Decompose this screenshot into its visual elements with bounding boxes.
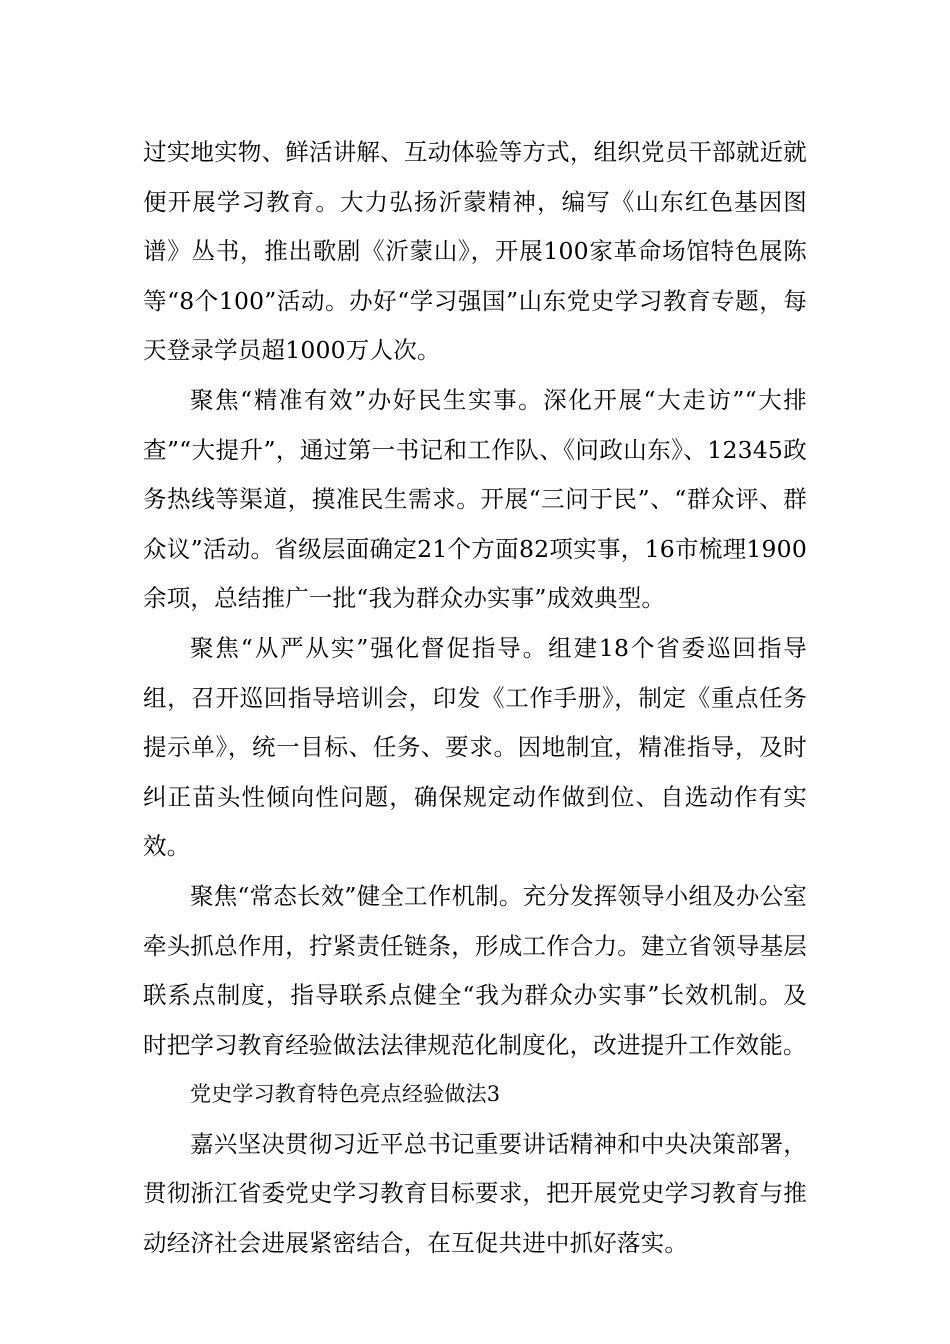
paragraph-jiaxing: 嘉兴坚决贯彻习近平总书记重要讲话精神和中央决策部署，贯彻浙江省委党史学习教育目标要求，把开展党史学习教育与推动经济社会进展紧密结合，在互促共进中抓好落实。 — [143, 1129, 807, 1258]
paragraph-livelihood: 聚焦“精准有效”办好民生实事。深化开展“大走访”“大排查”“大提升”，通过第一书记和工作队、《问政山东》、12345政务热线等渠道，摸准民生需求。开展“三问于民”、“群众评、群众议”活动。省级层面确定21个方面82项实事，16市梳理1900余项，总结推广一批“我为群众办实事”成效典型。 — [143, 385, 807, 613]
section-heading: 党史学习教育特色亮点经验做法3 — [190, 1082, 501, 1107]
document-body — [143, 128, 807, 1269]
paragraph-supervision: 聚焦“从严从实”强化督促指导。组建18个省委巡回指导组，召开巡回指导培训会，印发《工作手册》，制定《重点任务提示单》，统一目标、任务、要求。因地制宜，精准指导，及时纠正苗头性倾向性问题，确保规定动作做到位、自选动作有实效。 — [143, 633, 807, 861]
paragraph-mechanism: 聚焦“常态长效”健全工作机制。充分发挥领导小组及办公室牵头抓总作用，拧紧责任链条，形成工作合力。建立省领导基层联系点制度，指导联系点健全“我为群众办实事”长效机制。及时把学习教育经验做法法律规范化制度化，改进提升工作效能。 — [143, 881, 807, 1059]
paragraph-continuation: 过实地实物、鲜活讲解、互动体验等方式，组织党员干部就近就便开展学习教育。大力弘扬沂蒙精神，编写《山东红色基因图谱》丛书，推出歌剧《沂蒙山》，开展100家革命场馆特色展陈等“8个100”活动。办好“学习强国”山东党史学习教育专题，每天登录学员超1000万人次。 — [143, 138, 807, 365]
